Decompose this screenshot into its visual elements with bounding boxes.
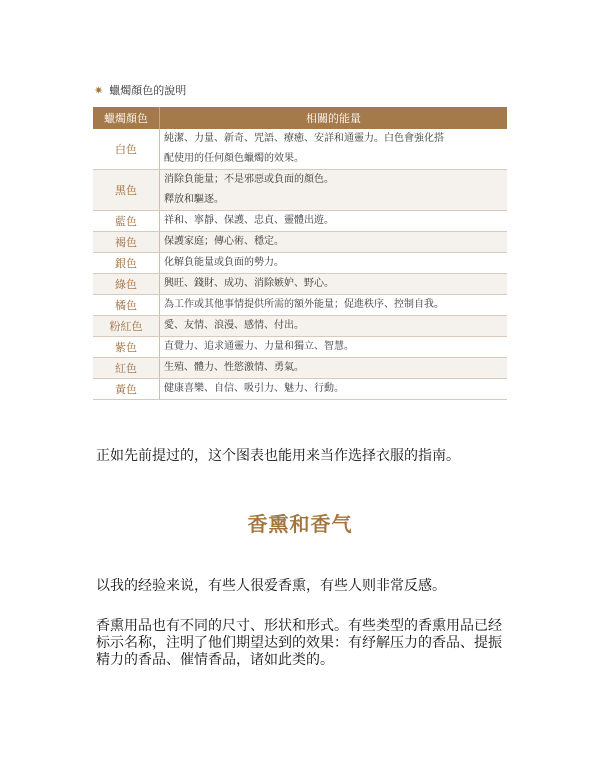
candle-color-cell: 藍色 <box>93 211 160 232</box>
energy-cell <box>160 232 508 253</box>
table-row <box>93 274 507 295</box>
energy-text: 祥和、寧靜、保護、忠貞、靈體出遊。 <box>164 215 334 226</box>
table-row <box>93 358 507 379</box>
section-title: 香熏和香气 <box>247 512 353 536</box>
star-icon: ✷ <box>94 83 104 97</box>
table-row <box>93 253 507 274</box>
table-row <box>93 295 507 316</box>
table-row <box>93 170 507 211</box>
candle-color-cell: 紅色 <box>93 358 160 379</box>
table-heading-text: 蠟燭顏色的說明 <box>109 84 187 97</box>
energy-cell <box>160 274 508 295</box>
energy-text: 配使用的任何顏色蠟燭的效果。 <box>164 153 304 164</box>
table-row <box>93 232 507 253</box>
energy-text: 保護家庭；傳心術、穩定。 <box>164 236 284 247</box>
energy-cell <box>160 211 508 232</box>
paragraph-incense-types: 香熏用品也有不同的尺寸、形状和形式。有些类型的香熏用品已经标示名称，注明了他们期望达到的效果：有纾解压力的香品、提振精力的香品、催情香品，诸如此类的。 <box>96 618 502 668</box>
candle-color-cell: 銀色 <box>93 253 160 274</box>
header-energy: 相關的能量 <box>160 107 508 129</box>
energy-cell <box>160 253 508 274</box>
energy-text: 消除負能量；不是邪惡或負面的顏色。 <box>164 174 334 185</box>
energy-cell <box>160 295 508 316</box>
energy-cell <box>160 316 508 337</box>
energy-cell <box>160 379 508 400</box>
table-row <box>93 129 507 170</box>
energy-cell <box>160 358 508 379</box>
candle-color-cell: 橘色 <box>93 295 160 316</box>
energy-cell <box>160 129 508 170</box>
table-heading <box>94 82 186 98</box>
candle-color-cell: 紫色 <box>93 337 160 358</box>
energy-text: 健康喜樂、自信、吸引力、魅力、行動。 <box>164 383 344 394</box>
table-row <box>93 316 507 337</box>
candle-color-cell: 粉紅色 <box>93 316 160 337</box>
candle-color-cell: 白色 <box>93 129 160 170</box>
energy-text: 為工作或其他事情提供所需的額外能量；促進秩序、控制自我。 <box>164 299 444 310</box>
paragraph-experience: 以我的经验来说，有些人很爱香熏，有些人则非常反感。 <box>96 578 446 594</box>
energy-cell <box>160 337 508 358</box>
paragraph-chart-guide: 正如先前提过的，这个图表也能用来当作选择衣服的指南。 <box>96 448 460 464</box>
energy-text: 釋放和驅逐。 <box>164 194 224 205</box>
table-row <box>93 379 507 400</box>
header-candle-color: 蠟燭顏色 <box>93 107 160 129</box>
energy-cell <box>160 170 508 211</box>
candle-color-table <box>93 107 507 400</box>
energy-text: 生殖、體力、性慾激情、勇氣。 <box>164 362 304 373</box>
table-row <box>93 337 507 358</box>
table-header-row <box>93 107 507 129</box>
candle-color-cell: 綠色 <box>93 274 160 295</box>
energy-text: 化解負能量或負面的勢力。 <box>164 257 284 268</box>
table-row <box>93 211 507 232</box>
energy-text: 純潔、力量、新奇、咒語、療癒、安詳和通靈力。白色會強化搭 <box>164 133 444 144</box>
energy-text: 興旺、錢財、成功、消除嫉妒、野心。 <box>164 278 334 289</box>
energy-text: 愛、友情、浪漫、感情、付出。 <box>164 320 304 331</box>
candle-color-cell: 黑色 <box>93 170 160 211</box>
candle-color-cell: 褐色 <box>93 232 160 253</box>
candle-color-cell: 黃色 <box>93 379 160 400</box>
energy-text: 直覺力、追求通靈力、力量和獨立、智慧。 <box>164 341 354 352</box>
